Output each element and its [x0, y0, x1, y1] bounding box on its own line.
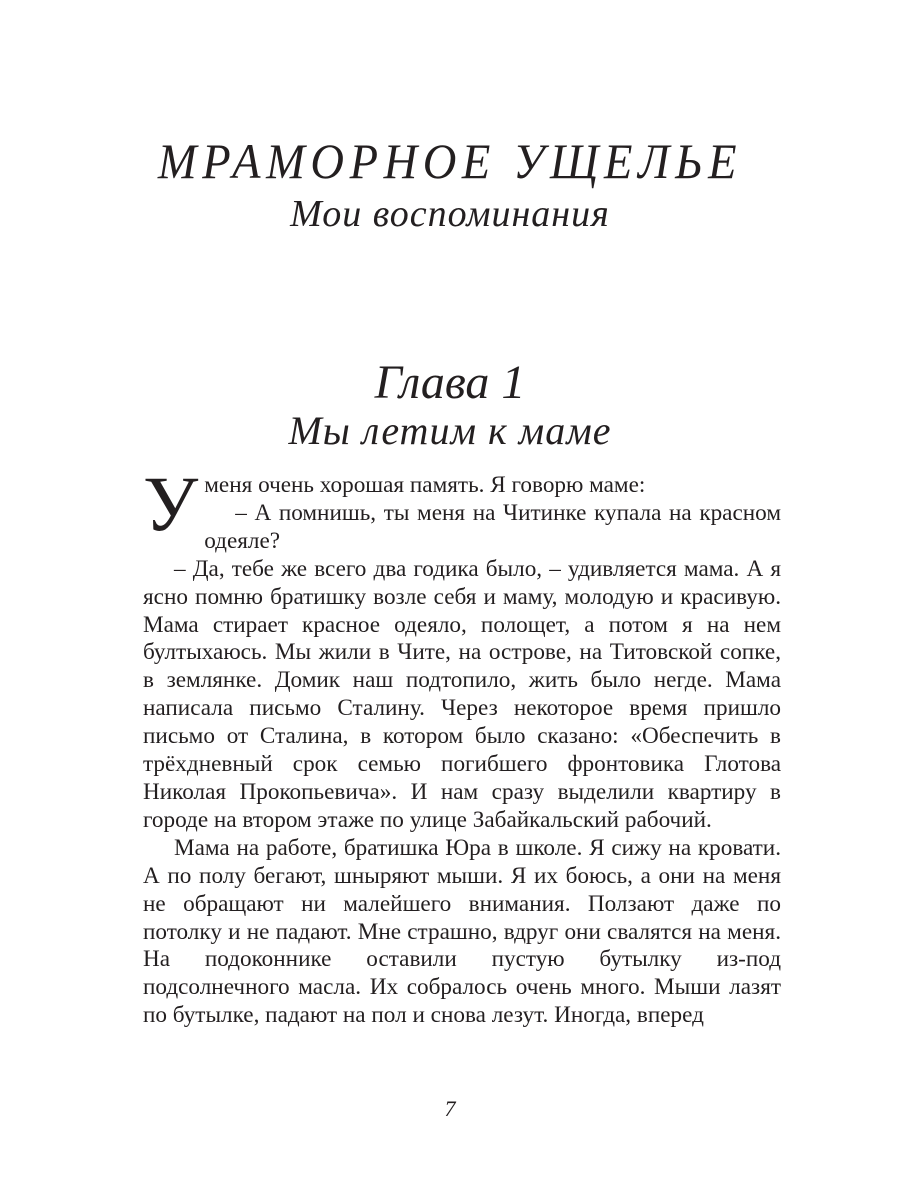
- page-number: 7: [444, 1096, 456, 1121]
- chapter-title: Мы летим к маме: [288, 408, 612, 453]
- book-subtitle: Мои воспоминания: [290, 193, 610, 235]
- book-title: МРАМОРНОЕ УЩЕЛЬЕ: [157, 133, 743, 189]
- drop-cap: У: [143, 460, 199, 547]
- paragraph-2: – А помнишь, ты меня на Читинке купала на красном одеяле?: [204, 499, 781, 554]
- paragraph-4: Мама на работе, братишка Юра в школе. Я сижу на кровати. А по полу бегают, шныряют мыши. Я их боюсь, а они на меня не обращают ни малейшего внимания. Ползают даже по потолку и не падают. Мне страшно, вдруг они свалятся на меня. На подоконнике оставили пустую бутылку из-под подсолнечного масла. Их собралось очень много. Мыши лазят по бутылке, падают на пол и снова лезут. Иногда, вперед: [143, 834, 781, 1029]
- chapter-body: [143, 460, 781, 1030]
- chapter-number: Глава 1: [374, 356, 526, 409]
- paragraph-3: – Да, тебе же всего два годика было, – удивляется мама. А я ясно помню братишку возле себя и маму, молодую и красивую. Мама стирает красное одеяло, полощет, а потом я на нем бултыхаюсь. Мы жили в Чите, на острове, на Титовской сопке, в землянке. Домик наш подтопило, жить было негде. Мама написала письмо Сталину. Через некоторое время пришло письмо от Сталина, в котором было сказано: «Обеспечить в трёхдневный срок семью погибшего фронтовика Глотова Николая Прокопьевича». И нам сразу выделили квартиру в городе на втором этаже по улице Забайкальский рабочий.: [143, 555, 781, 833]
- paragraph-text: меня очень хорошая память. Я говорю маме:: [204, 472, 646, 498]
